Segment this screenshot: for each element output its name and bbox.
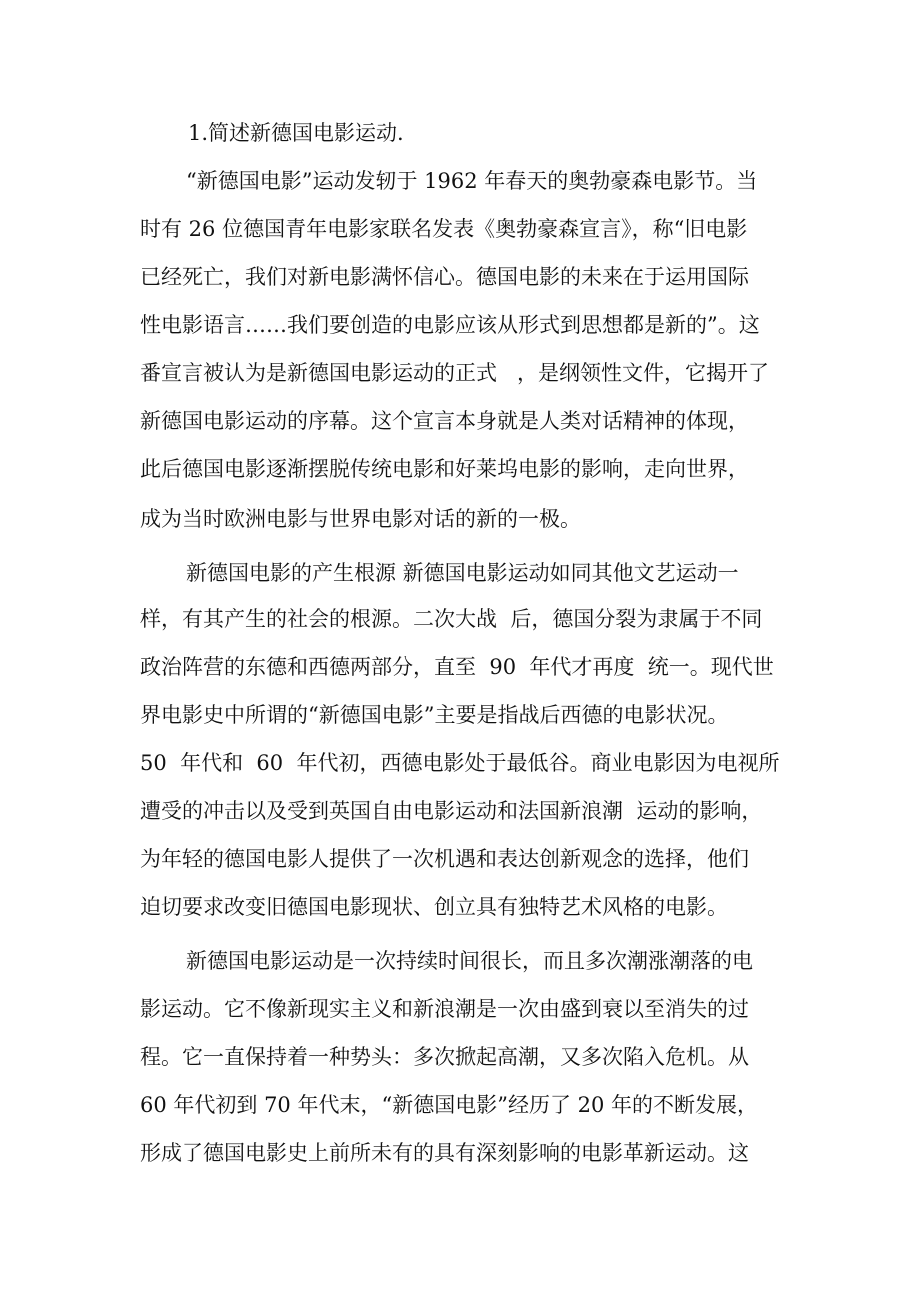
paragraph-1-line-7: 此后德国电影逐渐摆脱传统电影和好莱坞电影的影响，走向世界， — [140, 457, 749, 481]
paragraph-2-line-8: 迫切要求改变旧德国电影现状、创立具有独特艺术风格的电影。 — [140, 895, 728, 919]
paragraph-2-line-4: 界电影史中所谓的“新德国电影”主要是指战后西德的电影状况。 — [140, 703, 729, 727]
paragraph-1-line-2: 时有 26 位德国青年电影家联名发表《奥勃豪森宣言》，称“旧电影 — [140, 217, 748, 241]
paragraph-1-line-8: 成为当时欧洲电影与世界电影对话的新的一极。 — [140, 507, 581, 531]
paragraph-3-line-1: 新德国电影运动是一次持续时间很长，而且多次潮涨潮落的电 — [186, 949, 753, 973]
paragraph-2-line-7: 为年轻的德国电影人提供了一次机遇和表达创新观念的选择，他们 — [140, 847, 749, 871]
paragraph-1-line-4: 性电影语言……我们要创造的电影应该从形式到思想都是新的”。这 — [140, 313, 760, 337]
paragraph-2-line-1: 新德国电影的产生根源 新德国电影运动如同其他文艺运动一 — [186, 561, 739, 585]
paragraph-2-line-5: 50 年代和 60 年代初，西德电影处于最低谷。商业电影因为电视所 — [140, 751, 780, 775]
paragraph-1-line-1: “新德国电影”运动发轫于 1962 年春天的奥勃豪森电影节。当 — [186, 169, 758, 193]
paragraph-3-line-2: 影运动。它不像新现实主义和新浪潮是一次由盛到衰以至消失的过 — [140, 997, 749, 1021]
paragraph-2-line-6: 遭受的冲击以及受到英国自由电影运动和法国新浪潮 运动的影响， — [140, 799, 763, 823]
paragraph-3-line-4: 60 年代初到 70 年代末，“新德国电影”经历了 20 年的不断发展， — [140, 1093, 759, 1117]
section-heading: 1.简述新德国电影运动. — [188, 121, 404, 145]
paragraph-3-line-5: 形成了德国电影史上前所未有的具有深刻影响的电影革新运动。这 — [140, 1141, 749, 1165]
paragraph-1-line-3: 已经死亡，我们对新电影满怀信心。德国电影的未来在于运用国际 — [140, 265, 749, 289]
paragraph-1-line-5: 番宣言被认为是新德国电影运动的正式 ，是纲领性文件，它揭开了 — [140, 361, 770, 385]
paragraph-2-line-2: 样，有其产生的社会的根源。二次大战 后，德国分裂为隶属于不同 — [140, 607, 763, 631]
paragraph-2-line-3: 政治阵营的东德和西德两部分，直至 90 年代才再度 统一。现代世 — [140, 655, 774, 679]
paragraph-3-line-3: 程。它一直保持着一种势头：多次掀起高潮，又多次陷入危机。从 — [140, 1045, 749, 1069]
paragraph-1-line-6: 新德国电影运动的序幕。这个宣言本身就是人类对话精神的体现， — [140, 409, 749, 433]
